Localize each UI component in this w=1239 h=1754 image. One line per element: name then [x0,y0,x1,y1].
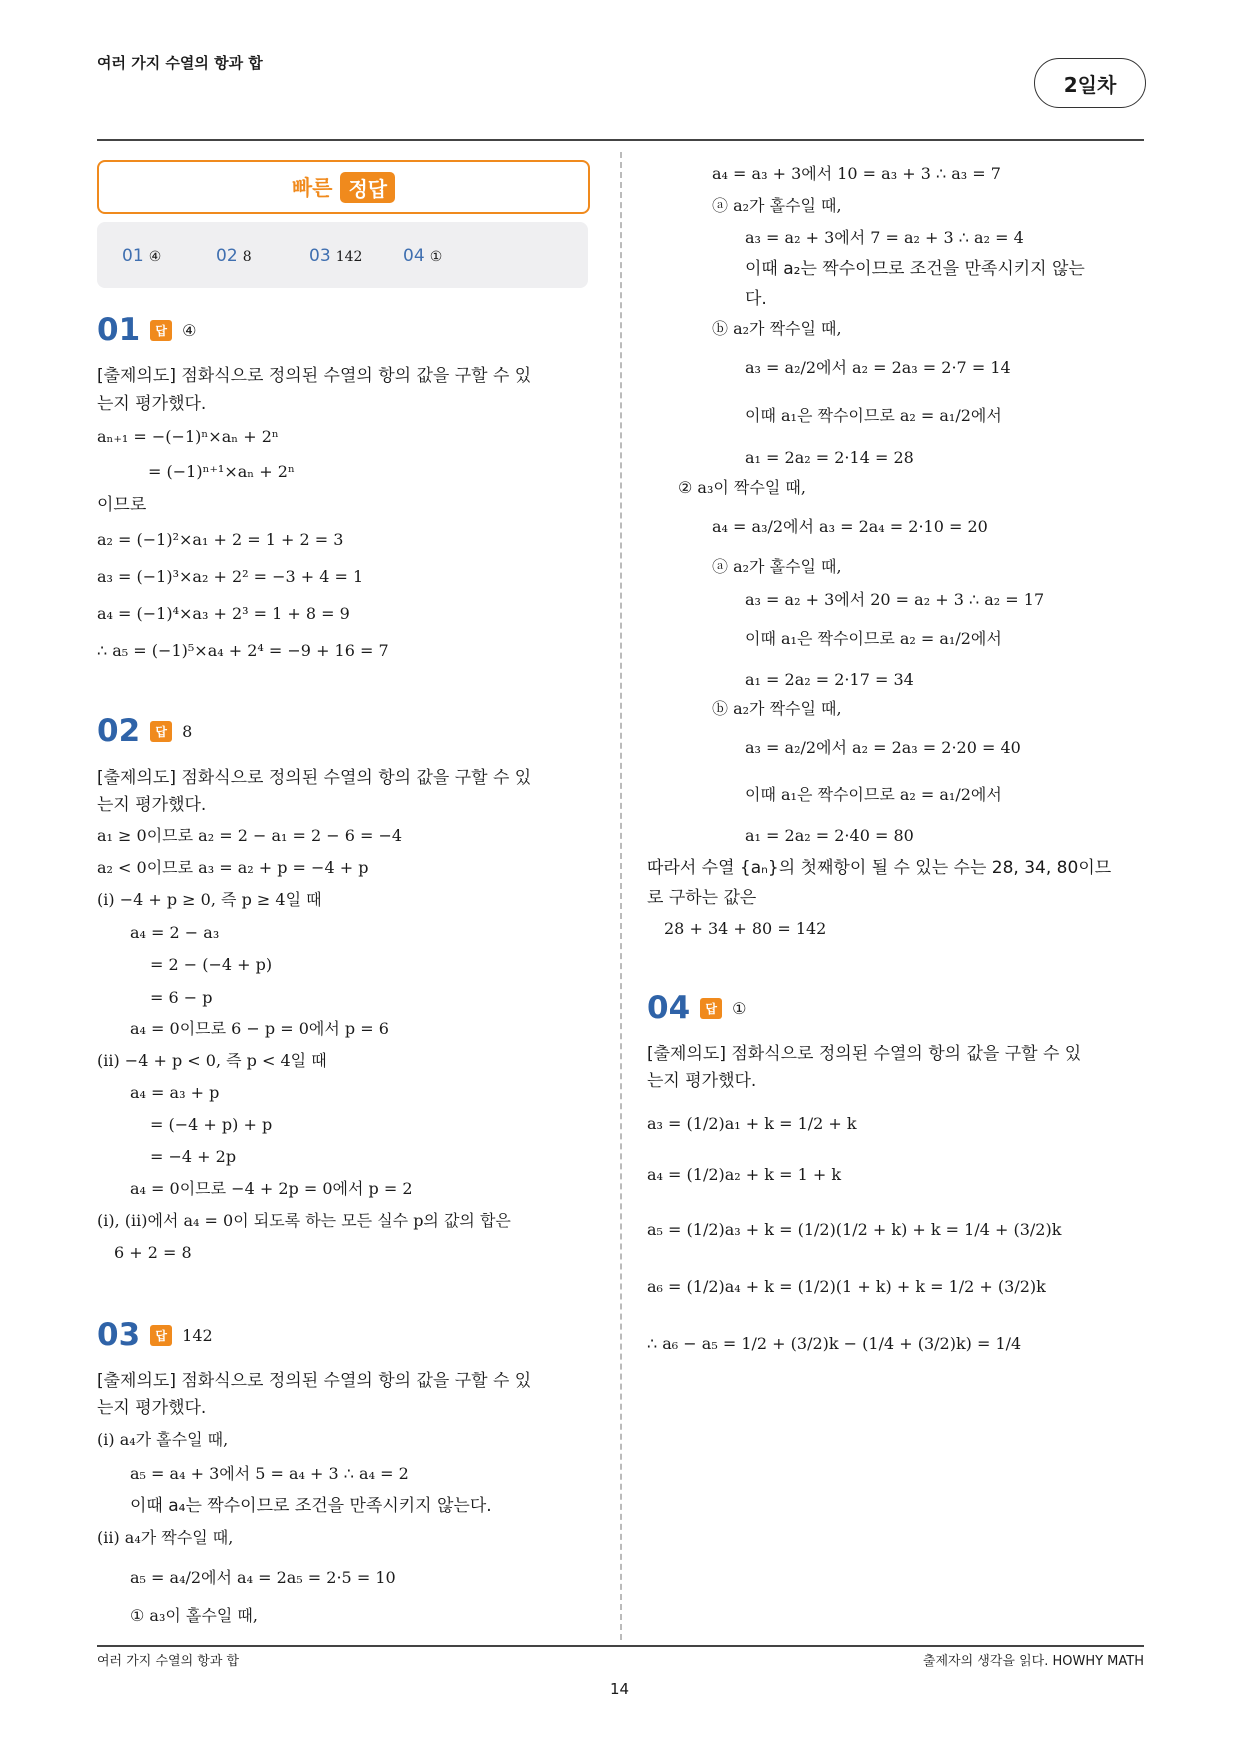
quick-answer-value: ④ [148,249,162,265]
quick-answer-number: 02 [216,246,238,266]
solution-line: a₃ = a₂ + 3에서 20 = a₂ + 3 ∴ a₂ = 17 [745,590,1045,609]
solution-line: (i) a₄가 홀수일 때, [97,1430,229,1449]
quick-answer-item [309,246,362,266]
solution-line: [출제의도] 점화식으로 정의된 수열의 항의 값을 구할 수 있 [97,1371,532,1391]
quick-answer-list [97,222,588,288]
solution-line: a₃ = (−1)³×a₂ + 2² = −3 + 4 = 1 [97,567,364,586]
solution-line: ⓐ a₂가 홀수일 때, [712,557,842,576]
solution-line: 이때 a₁은 짝수이므로 a₂ = a₁/2에서 [745,785,1002,804]
quick-answer-number: 04 [403,246,425,266]
quick-answer-item [122,246,161,266]
quick-answer-number: 01 [122,246,144,266]
quick-answer-number: 03 [309,246,331,266]
question-number: 04 [647,990,691,1026]
solution-line: a₄ = 2 − a₃ [130,923,220,942]
solution-line: 는지 평가했다. [97,795,207,815]
solution-line: a₁ ≥ 0이므로 a₂ = 2 − a₁ = 2 − 6 = −4 [97,826,403,845]
solution-line: 이때 a₁은 짝수이므로 a₂ = a₁/2에서 [745,629,1002,648]
solution-line: ⓐ a₂가 홀수일 때, [712,196,842,215]
solution-line: ① a₃이 홀수일 때, [130,1606,258,1625]
solution-line: a₁ = 2a₂ = 2·14 = 28 [745,448,914,467]
question-answer: ④ [182,320,197,340]
solution-line: ⓑ a₂가 짝수일 때, [712,319,842,338]
quick-answer-value: ① [429,249,443,265]
solution-line: a₅ = (1/2)a₃ + k = (1/2)(1/2 + k) + k = 1/4 + (3/2)k [647,1220,1062,1239]
question-01-heading [97,312,196,348]
solution-line: 이때 a₂는 짝수이므로 조건을 만족시키지 않는 [745,259,1085,279]
solution-line: a₄ = a₃/2에서 a₃ = 2a₄ = 2·10 = 20 [712,517,988,536]
column-divider [620,152,622,1640]
answer-label: 정답 [340,172,395,203]
solution-line: 는지 평가했다. [647,1071,757,1091]
solution-line: a₁ = 2a₂ = 2·40 = 80 [745,826,914,845]
solution-line: (i), (ii)에서 a₄ = 0이 되도록 하는 모든 실수 p의 값의 합은 [97,1211,511,1230]
solution-line: = (−1)ⁿ⁺¹×aₙ + 2ⁿ [148,462,295,481]
solution-line: a₄ = (−1)⁴×a₃ + 2³ = 1 + 8 = 9 [97,604,350,623]
question-answer: 142 [182,1325,213,1345]
quick-label: 빠른 [291,176,333,200]
answer-tag: 답 [150,320,172,341]
solution-line: a₄ = (1/2)a₂ + k = 1 + k [647,1165,842,1184]
header-divider [97,139,1144,141]
question-answer: ① [732,998,747,1018]
solution-line: 28 + 34 + 80 = 142 [664,919,827,938]
solution-line: a₄ = 0이므로 6 − p = 0에서 p = 6 [130,1019,389,1038]
question-04-heading [647,990,746,1026]
answer-tag: 답 [700,998,722,1019]
quick-answer-banner [97,160,590,214]
solution-line: a₄ = 0이므로 −4 + 2p = 0에서 p = 2 [130,1179,413,1198]
question-number: 03 [97,1317,141,1353]
answer-tag: 답 [150,721,172,742]
solution-line: a₂ = (−1)²×a₁ + 2 = 1 + 2 = 3 [97,530,344,549]
solution-line: a₄ = a₃ + 3에서 10 = a₃ + 3 ∴ a₃ = 7 [712,164,1001,183]
footer-divider [97,1645,1144,1647]
solution-line: 따라서 수열 {aₙ}의 첫째항이 될 수 있는 수는 28, 34, 80이므 [647,858,1112,878]
solution-line: [출제의도] 점화식으로 정의된 수열의 항의 값을 구할 수 있 [647,1044,1082,1064]
footer-brand: 출제자의 생각을 읽다. HOWHY MATH [922,1654,1144,1669]
solution-line: 는지 평가했다. [97,1398,207,1418]
footer-title: 여러 가지 수열의 항과 합 [97,1654,240,1669]
solution-line: a₂ < 0이므로 a₃ = a₂ + p = −4 + p [97,858,369,877]
solution-line: 는지 평가했다. [97,394,207,414]
solution-line: = 6 − p [150,988,213,1007]
solution-line: (i) −4 + p ≥ 0, 즉 p ≥ 4일 때 [97,890,322,909]
solution-line: a₃ = a₂/2에서 a₂ = 2a₃ = 2·7 = 14 [745,358,1011,377]
solution-line: = 2 − (−4 + p) [150,955,273,974]
question-answer: 8 [182,721,193,741]
solution-line: [출제의도] 점화식으로 정의된 수열의 항의 값을 구할 수 있 [97,768,532,788]
quick-answer-item [216,246,252,266]
solution-line: 다. [745,289,767,309]
solution-line: 이때 a₁은 짝수이므로 a₂ = a₁/2에서 [745,406,1002,425]
answer-tag: 답 [150,1325,172,1346]
solution-line: = (−4 + p) + p [150,1115,273,1134]
solution-line: ∴ a₆ − a₅ = 1/2 + (3/2)k − (1/4 + (3/2)k) = 1/4 [647,1334,1022,1353]
solution-line: 이때 a₄는 짝수이므로 조건을 만족시키지 않는다. [130,1496,492,1516]
solution-line: [출제의도] 점화식으로 정의된 수열의 항의 값을 구할 수 있 [97,366,532,386]
question-02-heading [97,713,192,749]
quick-answer-value: 8 [242,249,252,265]
solution-line: ∴ a₅ = (−1)⁵×a₄ + 2⁴ = −9 + 16 = 7 [97,641,389,660]
page-number: 14 [609,1680,630,1698]
quick-answer-value: 142 [335,249,363,265]
solution-line: aₙ₊₁ = −(−1)ⁿ×aₙ + 2ⁿ [97,427,279,446]
solution-line: a₃ = a₂ + 3에서 7 = a₂ + 3 ∴ a₂ = 4 [745,228,1024,247]
solution-line: (ii) a₄가 짝수일 때, [97,1528,234,1547]
solution-line: a₃ = (1/2)a₁ + k = 1/2 + k [647,1114,857,1133]
solution-line: 로 구하는 값은 [647,888,757,908]
solution-line: 이므로 [97,495,147,515]
question-03-heading [97,1317,213,1353]
day-badge: 2일차 [1034,58,1146,108]
solution-line: a₁ = 2a₂ = 2·17 = 34 [745,670,914,689]
question-number: 02 [97,713,141,749]
solution-line: = −4 + 2p [150,1147,237,1166]
quick-answer-item [403,246,442,266]
solution-line: ⓑ a₂가 짝수일 때, [712,699,842,718]
solution-line: 6 + 2 = 8 [114,1243,192,1262]
solution-line: a₃ = a₂/2에서 a₂ = 2a₃ = 2·20 = 40 [745,738,1021,757]
question-number: 01 [97,312,141,348]
solution-line: ② a₃이 짝수일 때, [678,478,806,497]
solution-line: a₅ = a₄/2에서 a₄ = 2a₅ = 2·5 = 10 [130,1568,396,1587]
header-title: 여러 가지 수열의 항과 합 [97,54,263,72]
solution-line: (ii) −4 + p < 0, 즉 p < 4일 때 [97,1051,327,1070]
solution-line: a₆ = (1/2)a₄ + k = (1/2)(1 + k) + k = 1/2 + (3/2)k [647,1277,1046,1296]
solution-line: a₄ = a₃ + p [130,1083,220,1102]
solution-line: a₅ = a₄ + 3에서 5 = a₄ + 3 ∴ a₄ = 2 [130,1464,409,1483]
